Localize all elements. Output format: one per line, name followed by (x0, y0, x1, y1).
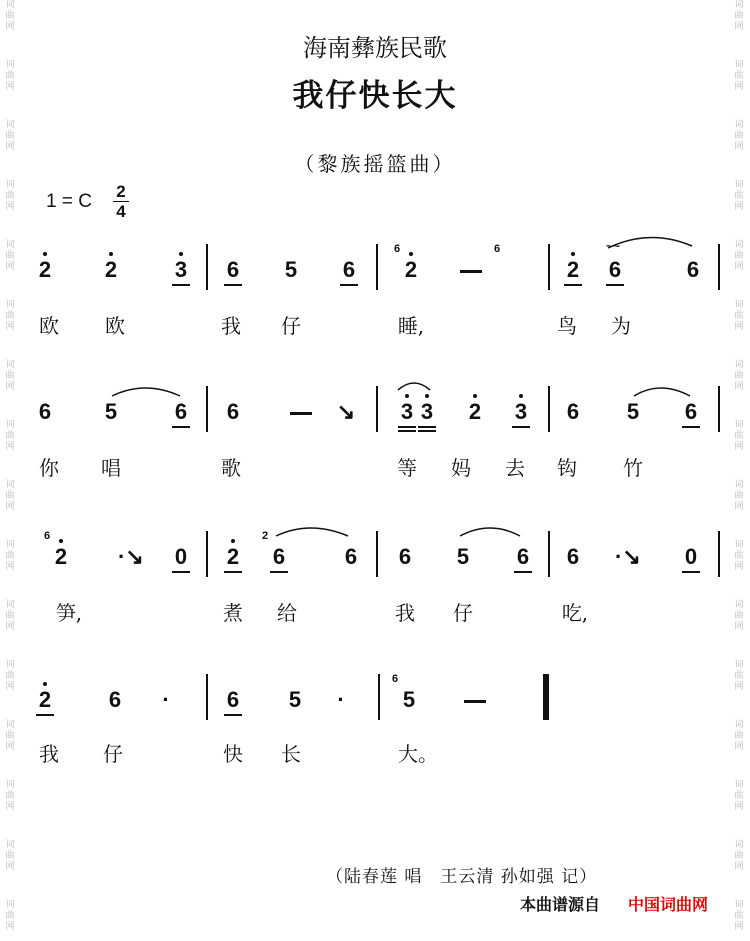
lyric: 竹 (623, 456, 643, 480)
lyric: 仔 (453, 601, 473, 625)
note-digit: 2 (38, 687, 52, 712)
watermark-text: 词 曲 网 (5, 120, 15, 152)
slur-6 (460, 528, 520, 536)
lyric: 等 (397, 456, 417, 480)
watermark-text: 词 曲 网 (734, 0, 744, 32)
lyric: 睡, (397, 314, 425, 338)
note-digit: 6 (398, 544, 412, 569)
time-bottom: 4 (116, 202, 126, 221)
watermark-text: 词 曲 网 (5, 0, 15, 32)
watermark-text: 词 曲 网 (734, 240, 744, 272)
note-digit: 2 (54, 544, 68, 569)
slur-5 (276, 528, 348, 536)
note-digit: ↘ (336, 399, 356, 424)
watermark-text: 词 曲 网 (5, 300, 15, 332)
watermark-text: 词 曲 网 (5, 900, 15, 932)
lyric: 煮 (223, 601, 243, 625)
watermark-text: 词 曲 网 (734, 600, 744, 632)
note-digit: 2 (104, 257, 118, 282)
lyric: 欧 (39, 314, 59, 338)
watermark-text: 词 曲 网 (734, 120, 744, 152)
grace-note: 6 (494, 243, 501, 255)
lyric: 为 (611, 314, 631, 338)
note-digit: 5 (104, 399, 118, 424)
watermark-text: 词 曲 网 (734, 720, 744, 752)
note-digit: 6 (174, 399, 188, 424)
lyric: 唱 (101, 456, 121, 480)
grace-note: 6 (392, 673, 399, 685)
lyric: 歌 (221, 456, 241, 480)
note-digit: 6 (686, 257, 700, 282)
note-digit: 6 (108, 687, 122, 712)
grace-note: 2 (262, 530, 269, 542)
note-digit: 3 (514, 399, 528, 424)
note-digit: 6 (272, 544, 286, 569)
lyric: 我 (39, 742, 59, 766)
note-digit: 3 (400, 399, 414, 424)
lyric: 妈 (451, 456, 471, 480)
note-digit: 5 (284, 257, 298, 282)
lyric: 我 (221, 314, 241, 338)
time-top: 2 (116, 182, 126, 201)
note-digit: 6 (566, 544, 580, 569)
note-digit: · (337, 687, 345, 712)
note-digit: 3 (174, 257, 188, 282)
note-digit: 6 (516, 544, 530, 569)
note-digit: 6 (684, 399, 698, 424)
collection-title: 海南彝族民歌 (303, 34, 447, 62)
note-digit: ·↘ (118, 544, 144, 569)
note-digit: 0 (684, 544, 698, 569)
note-digit: 6 (566, 399, 580, 424)
lyric: 快 (223, 742, 243, 766)
lyric: 你 (39, 456, 59, 480)
watermark-text: 词 曲 网 (5, 480, 15, 512)
grace-note: 6 (394, 243, 401, 255)
note-digit: 2 (566, 257, 580, 282)
watermark-text: 词 曲 网 (5, 780, 15, 812)
watermark-text: 词 曲 网 (5, 540, 15, 572)
note-digit: 6 (226, 257, 240, 282)
watermark-text: 词 曲 网 (5, 240, 15, 272)
lyric: 欧 (105, 314, 125, 338)
watermark-text: 词 曲 网 (734, 420, 744, 452)
watermark-text: 词 曲 网 (734, 540, 744, 572)
watermark-text: 词 曲 网 (734, 180, 744, 212)
note-digit: 5 (626, 399, 640, 424)
note-digit: 6 (226, 687, 240, 712)
watermark-text: 词 曲 网 (5, 420, 15, 452)
note-digit: 2 (468, 399, 482, 424)
note-digit: 6 (226, 399, 240, 424)
key-signature: 1 = C (46, 191, 92, 212)
note-digit: 5 (456, 544, 470, 569)
note-digit: ·↘ (615, 544, 641, 569)
watermark-text: 词 曲 网 (5, 180, 15, 212)
watermark-text: 词 曲 网 (734, 480, 744, 512)
note-digit: · (162, 687, 170, 712)
note-digit: 3 (420, 399, 434, 424)
slur-1 (608, 237, 692, 248)
lyric: 给 (277, 601, 297, 625)
slur-2 (112, 388, 180, 396)
watermark-text: 词 曲 网 (734, 900, 744, 932)
watermark-text: 词 曲 网 (5, 840, 15, 872)
lyric: 去 (505, 456, 525, 480)
note-digit: 2 (404, 257, 418, 282)
song-subtitle: （黎族摇篮曲） (294, 152, 456, 176)
lyric: 大。 (398, 742, 438, 766)
note-digit: 6 (342, 257, 356, 282)
lyric: 仔 (281, 314, 301, 338)
note-digit: 0 (174, 544, 188, 569)
watermark-text: 词 曲 网 (734, 60, 744, 92)
lyric: 笋, (55, 601, 83, 625)
grace-note: 6 (44, 530, 51, 542)
song-title: 我仔快长大 (292, 78, 458, 114)
lyric: 仔 (103, 742, 123, 766)
watermark-text: 词 曲 网 (5, 720, 15, 752)
source-label: 本曲谱源自 (520, 895, 601, 914)
ornament-mark: ~~ (606, 239, 621, 253)
note-digit: 6 (608, 257, 622, 282)
watermark-text: 词 曲 网 (734, 660, 744, 692)
slur-3 (398, 383, 430, 390)
note-digit: 2 (226, 544, 240, 569)
watermark-text: 词 曲 网 (734, 360, 744, 392)
source-site-link[interactable]: 中国词曲网 (628, 895, 709, 914)
note-digit: 5 (288, 687, 302, 712)
credit: （陆春莲 唱 王云清 孙如强 记） (326, 867, 598, 887)
watermark-text: 词 曲 网 (5, 360, 15, 392)
lyric: 鸟 (557, 314, 577, 338)
watermark-text: 词 曲 网 (734, 780, 744, 812)
note-digit: 6 (38, 399, 52, 424)
watermark-text: 词 曲 网 (5, 60, 15, 92)
note-digit: 2 (38, 257, 52, 282)
lyric: 长 (281, 742, 301, 766)
slur-4 (634, 388, 690, 396)
note-digit: 6 (344, 544, 358, 569)
note-digit: 5 (402, 687, 416, 712)
watermark-text: 词 曲 网 (5, 600, 15, 632)
lyric: 我 (395, 601, 415, 625)
lyric: 钩 (557, 456, 577, 480)
watermark-text: 词 曲 网 (5, 660, 15, 692)
watermark-text: 词 曲 网 (734, 300, 744, 332)
lyric: 吃, (561, 601, 589, 625)
watermark-text: 词 曲 网 (734, 840, 744, 872)
